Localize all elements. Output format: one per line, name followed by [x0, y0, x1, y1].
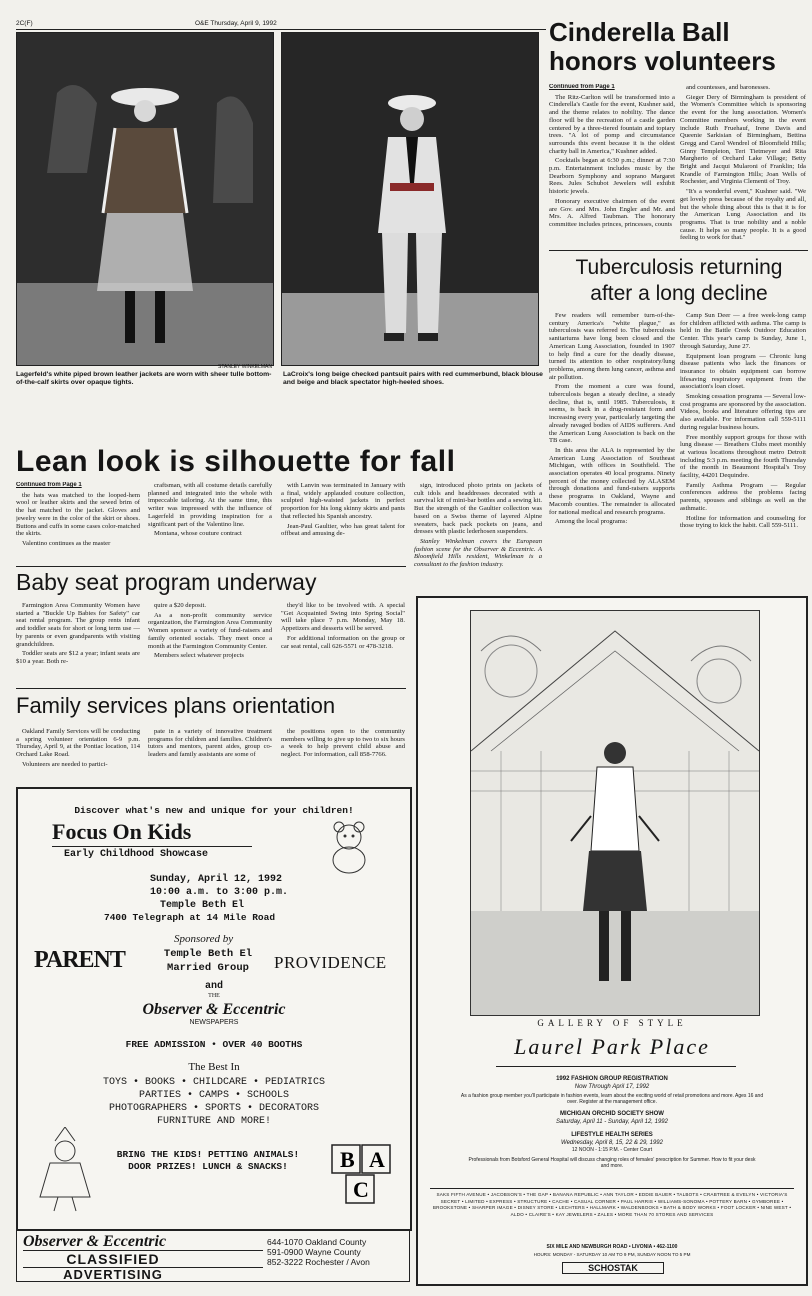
ad-subtitle: Early Childhood Showcase	[64, 849, 209, 860]
photo-lagerfeld	[16, 32, 274, 366]
tb-col-1	[549, 312, 675, 584]
focus-on-kids-ad	[16, 787, 412, 1231]
lean-col-4	[414, 482, 542, 584]
paragraph: the hats was matched to the looped-hem wool or leather skirts and the sewed brim of the hat matched to the jacket. Gloves and jewelry were in the color of the skirt or shoes. Buttons and cuffs in some cases color-matched the skirts.	[16, 491, 140, 538]
schostak-logo: SCHOSTAK	[562, 1262, 664, 1274]
classified-label: CLASSIFIED	[66, 1251, 160, 1267]
event-dates: Wednesday, April 8, 15, 22 & 29, 1992	[561, 1139, 663, 1146]
ad-best-in: The Best In	[188, 1061, 240, 1073]
baby-headline: Baby seat program underway	[16, 569, 317, 595]
event-title: LIFESTYLE HEALTH SERIES	[571, 1132, 653, 1138]
event-time: 12 NOON - 1:15 P.M. - Center Court	[571, 1147, 653, 1153]
providence-logo: PROVIDENCE	[274, 953, 387, 972]
lean-col-1	[16, 482, 140, 562]
page-number: 2C(F)	[16, 20, 33, 27]
paragraph: sign, introduced photo prints on jackets of cult idols and headdresses decorated with a survival kit of mini-bar bottles and a sewing kit. But the strength of the Gaultier collection was based on a Swiss theme of layered Alpine sweaters, back pack pockets on jeans, and dresses with plastic lederhosen suspenders.	[414, 482, 542, 536]
event-title: MICHIGAN ORCHID SOCIETY SHOW	[560, 1111, 664, 1117]
phone-line: 591-0900 Wayne County	[267, 1247, 361, 1257]
lean-col-2	[148, 482, 272, 562]
tb-headline-line1: Tuberculosis returning	[575, 256, 783, 279]
event-dates: Now Through April 17, 1992	[574, 1083, 650, 1090]
ad-title: Focus On Kids	[52, 819, 192, 844]
cinderella-col-2	[680, 84, 806, 244]
mall-address: SIX MILE AND NEWBURGH ROAD • LIVONIA • 462-1100	[546, 1244, 678, 1250]
folio-rule	[16, 29, 546, 30]
ad-sponsor-group: Temple Beth El Married Group	[163, 948, 253, 974]
ad-list-line: PHOTOGRAPHERS • SPORTS • DECORATORS	[108, 1103, 320, 1114]
paragraph: From the moment a cure was found, tuberculosis began a steady decline, a steady decline, that is, until 1985. Tuberculosis, it seems, is back in a drug-resistant form and increasing every year, particularly targeting the already ravaged bodies of AIDS sufferers. And the American Lung Association is back on the TB case.	[549, 383, 675, 445]
paragraph: and countesses, and baronesses.	[686, 84, 771, 91]
paragraph: Montana, whose couture contract	[154, 530, 242, 538]
paragraph: Volunteers are needed to partici-	[22, 760, 108, 768]
ad-address: 7400 Telegraph at 14 Mile Road	[104, 912, 276, 923]
gallery-events	[438, 1076, 786, 1173]
paragraph: Valentino continues as the master	[22, 539, 111, 547]
photo-credit: STANLEY WINKELMAN	[218, 364, 272, 370]
cinderella-headline-line2: honors volunteers	[549, 46, 776, 76]
gallery-rule	[430, 1188, 794, 1189]
paragraph: Free monthly support groups for those with lung disease — Breathers Clubs meet monthly at various locations throughout metro Detroit including 5:3 p.m. meeting the fourth Thursday of the month in Beaumont Hospital's Troy facility, 44201 Dequindre.	[680, 433, 806, 480]
phone-line: 852-3222 Rochester / Avon	[267, 1257, 370, 1267]
teddy-bear-icon	[314, 815, 384, 875]
gallery-of-style-ad	[416, 596, 808, 1286]
ad-when-where	[150, 873, 390, 912]
paragraph: Members select whatever projects	[154, 652, 244, 660]
section-rule	[16, 566, 406, 567]
paragraph: Few readers will remember turn-of-the-century America's "white plague," as tuberculosis was referred to. The tuberculosis sanitariums have long been closed and the American Lung Association, founded in 1907 to help find a cure for the deadly disease, turned its attention to other respiratory/lung problems, among them lung cancer, asthma and air pollution.	[549, 312, 675, 381]
lean-col-3	[281, 482, 405, 562]
event-text: As a fashion group member you'll participate in fashion events, learn about the exciting world of retail promotions and more. Ages 16 and over. Register at the management office.	[460, 1093, 764, 1105]
ad-newspapers: NEWSPAPERS	[189, 1019, 239, 1026]
ad-list-line: PARTIES • CAMPS • SCHOOLS	[138, 1090, 290, 1101]
paragraph: The Ritz-Carlton will be transformed into a Cinderella's Castle for the event, Kushner said, and the theme relates to nobility. The dance floor will be the recreation of a castle garden centered by a three-tiered fountain and topiary trees. "A lot of pomp and circumstance surrounds this event because it is the oldest charity ball in America," Kushner added.	[549, 93, 675, 155]
phone-line: 644-1070 Oakland County	[267, 1237, 367, 1247]
classified-phones	[267, 1237, 407, 1267]
ad-sponsored: Sponsored by	[174, 933, 234, 945]
svg-text:C: C	[353, 1177, 369, 1202]
photo-caption-left: Lagerfeld's white piped brown leather jackets are worn with sheer tulle bottom-of-the-calf skirts over opaque tights.	[16, 371, 272, 386]
paragraph: Gieger Dery of Birmingham is president of the Women's Committee which is sponsoring the event for the lung association. Women's Committee members working in the event include Ruth Fruehauf, Irene Davis and Queenie Sarkisian of Birmingham, Bettina Gregg and Carol Wendrel of Bloomfield Hills; Ginny Templeton, Teri Tietmeyer and Rita Margherio of Orchard Lake Village; Betty Bright and Jacqui Mularoni of Franklin; Ida Krandle of Farmington Hills; Joan Wells of Rochester, and Virginia Clementi of Troy.	[680, 93, 806, 186]
tb-headline-line2: after a long decline	[590, 282, 768, 305]
gallery-rule	[496, 1066, 736, 1067]
paragraph: Smoking cessation programs — Several low-cost programs are sponsored by the association. Videos, books and literature offering tips are also available. For information call 559-5111 during regular business hours.	[680, 393, 806, 431]
ad-tagline: Discover what's new and unique for your children!	[74, 805, 354, 816]
paragraph: For additional information on the group or car seat rental, call 626-5571 or 478-3218.	[281, 634, 405, 650]
fashion-illustration	[470, 610, 760, 1016]
paragraph: Equipment loan program — Chronic lung disease patients who lack the finances or insurance to obtain equipment can borrow lifesaving respiratory equipment from the association's loan closet.	[680, 352, 806, 391]
cinderella-headline	[549, 18, 809, 76]
svg-text:B: B	[340, 1147, 355, 1172]
baby-col-2	[148, 602, 272, 674]
dateline: O&E Thursday, April 9, 1992	[195, 20, 277, 27]
photo-lacroix	[281, 32, 539, 366]
continued-label: Continued from Page 1	[16, 482, 82, 488]
paragraph: Stanley Winkelman covers the European fashion scene for the Observer & Eccentric. A Bloomfield Hills resident, Winkelman is a consultant to the fashion industry.	[414, 537, 542, 569]
paragraph: with Lanvin was terminated in January with a final, widely applauded couture collection, sculpted high-waisted jackets in perfect proportion for his long skinny skirts and pants that reflected his Spanish ancestry.	[281, 482, 405, 520]
baby-col-1	[16, 602, 140, 674]
paragraph: Toddler seats are $12 a year; infant seats are $10 a year. Both re-	[16, 650, 140, 665]
paragraph: pate in a variety of innovative treatment programs for children and families. Children's tutors and mentors, parent aides, group co-leaders and family assistants are some of	[148, 728, 272, 759]
cinderella-headline-line1: Cinderella Ball	[549, 17, 730, 47]
section-rule	[549, 250, 808, 251]
ad-list-line: FURNITURE AND MORE!	[156, 1116, 272, 1127]
ad-the: THE	[208, 993, 220, 999]
ad-and: and	[204, 981, 223, 992]
paragraph: the positions open to the community members willing to give up to two to six hours a week to help prevent child abuse and neglect. For information, call 858-7766.	[281, 728, 405, 759]
store-list: SAKS FIFTH AVENUE • JACOBSON'S • THE GAP • BANANA REPUBLIC • ANN TAYLOR • EDDIE BAUER • TALBOTS • CRABTREE & EVELYN • VICTORIA'S SECRET • LIMITED • EXPRESS • STRUCTURE • CACHE • CASUAL CORNER • PAUL HARRIS • WILLIAMS-SONOMA • POTTERY BARN • GYMBOREE • BROOKSTONE • SHARPER IMAGE • DISNEY STORE • LECHTERS • HALLMARK • WALDENBOOKS • BATH & BODY WORKS • FOOT LOCKER • NINE WEST • ALDO • CLAIRE'S • KAY JEWELERS • ZALES • MORE THAN 70 STORES AND SERVICES	[432, 1192, 792, 1217]
family-col-1	[16, 728, 140, 782]
paragraph: Cocktails began at 6:30 p.m.; dinner at 7:30 p.m. Entertainment includes music by the Dearborn Symphony and soprano Margaret Rees. Jules Schubot Jewelers will exhibit historic jewels.	[549, 157, 675, 196]
advertising-label: ADVERTISING	[63, 1267, 163, 1282]
ad-bring	[88, 1149, 328, 1173]
ad-list	[18, 1076, 410, 1128]
ad-admission: FREE ADMISSION • OVER 40 BOOTHS	[125, 1039, 303, 1050]
family-headline: Family services plans orientation	[16, 693, 336, 718]
paragraph: Oakland Family Services will be conducting a spring volunteer orientation 6-9 p.m. Thursday, April 9, at the Pontiac location, 114 Orchard Lake Road.	[16, 728, 140, 759]
paragraph: Among the local programs:	[555, 518, 628, 526]
classified-oe-logo: Observer & Eccentric	[23, 1233, 167, 1250]
paragraph: craftsman, with all costume details carefully planned and integrated into the whole with impeccable tailoring. At the same time, this writer was impressed with the influence of Lagerfeld in providing inspiration for a significant part of the Valentino line.	[148, 482, 272, 528]
paragraph: Jean-Paul Gaultier, who has great talent for offbeat and amusing de-	[281, 522, 405, 538]
event-dates: Saturday, April 11 - Sunday, April 12, 1992	[556, 1118, 668, 1125]
family-col-2	[148, 728, 272, 782]
paragraph: Family Asthma Program — Regular conferences address the problems facing parents, spouses and siblings as well as the asthmatic.	[680, 481, 806, 512]
paragraph: Farmington Area Community Women have started a "Buckle Up Babies for Safety" car seat rental program. The group rents infant and toddler seats for short or long term use — by parents or even grandparents with visiting grandchildren.	[16, 602, 140, 648]
baby-col-3	[281, 602, 405, 674]
paragraph: "It's a wonderful event," Kushner said. "We get lovely press because of the royalty and all, but the whole thing about this is that it is for the American Lung Association and its programs. That is true nobility and a noble cause. It helps so many people. It is a good feeling to work for that."	[680, 188, 806, 242]
paragraph: Camp Sun Deer — a free week-long camp for children afflicted with asthma. The camp is held in the Battle Creek Outdoor Education Center. This year's camp is Sunday, June 1, through Saturday, June 27.	[680, 312, 806, 350]
paragraph: In this area the ALA is represented by the American Lung Association of Southeast Michigan, with offices in Southfield. The association operates 40 local programs. Ninety percent of the money collected by ALASEM through donations and fund-raisers supports these programs in Oakland, Wayne and Macomb counties. The remainder is allocated for national medical and research programs.	[549, 446, 675, 516]
gallery-heading: GALLERY OF STYLE	[537, 1018, 687, 1028]
ad-bring-line: BRING THE KIDS! PETTING ANIMALS!	[116, 1149, 300, 1160]
ad-time: 10:00 a.m. to 3:00 p.m.	[150, 887, 289, 898]
svg-text:A: A	[369, 1147, 385, 1172]
ad-place: Temple Beth El	[160, 900, 245, 911]
cinderella-col-1	[549, 84, 675, 244]
paragraph: they'd like to be involved with. A special "Get Acquainted Swing into Spring Social" will take place 7 p.m. Monday, May 18. Appetizers and desserts will be served.	[281, 602, 405, 633]
ad-date: Sunday, April 12, 1992	[150, 874, 283, 885]
runway-photo-left	[17, 33, 273, 365]
oe-logo: Observer & Eccentric	[142, 1001, 286, 1018]
paragraph: Hotline for information and counseling for those trying to kick the habit. Call 559-5111.	[680, 514, 806, 530]
photo-caption-right: LaCroix's long beige checked pantsuit pairs with red cummerbund, black blouse and beige and black spectator high-heeled shoes.	[283, 371, 543, 386]
event-title: 1992 FASHION GROUP REGISTRATION	[556, 1076, 668, 1082]
laurel-park-script: Laurel Park Place	[514, 1034, 710, 1059]
family-col-3	[281, 728, 405, 782]
continued-label: Continued from Page 1	[549, 84, 615, 90]
toy-blocks-icon	[328, 1139, 400, 1209]
mall-hours: HOURS: MONDAY - SATURDAY 10 AM TO 9 PM, SUNDAY NOON TO 5 PM	[533, 1252, 691, 1257]
ad-bring-line: DOOR PRIZES! LUNCH & SNACKS!	[128, 1161, 288, 1172]
section-rule	[16, 688, 406, 689]
classified-ad	[16, 1230, 410, 1282]
tb-col-2	[680, 312, 806, 584]
lean-headline: Lean look is silhouette for fall	[16, 445, 456, 478]
mall-illustration	[471, 611, 759, 1015]
paragraph: As a non-profit community service organization, the Farmington Area Community Women sponsor a variety of fund-raisers and family oriented socials. They meet once a month at the Farmington Community Center.	[148, 611, 272, 650]
ad-list-line: TOYS • BOOKS • CHILDCARE • PEDIATRICS	[102, 1077, 326, 1088]
ad-title-rule	[52, 846, 252, 847]
paragraph: Honorary executive chairmen of the event are Gov. and Mrs. John Engler and Mr. and Mrs. A. Alfred Taubman. The honorary committee includes princes, princesses, counts	[549, 197, 675, 228]
event-text: Professionals from Botsford General Hospital will discuss changing roles of females' prescription for Summer. How to fit your desk and more.	[468, 1156, 756, 1169]
tb-headline	[549, 255, 809, 307]
paragraph: quire a $20 deposit.	[154, 602, 207, 609]
parent-logo: PARENT	[34, 947, 125, 973]
runway-photo-right	[282, 33, 538, 365]
